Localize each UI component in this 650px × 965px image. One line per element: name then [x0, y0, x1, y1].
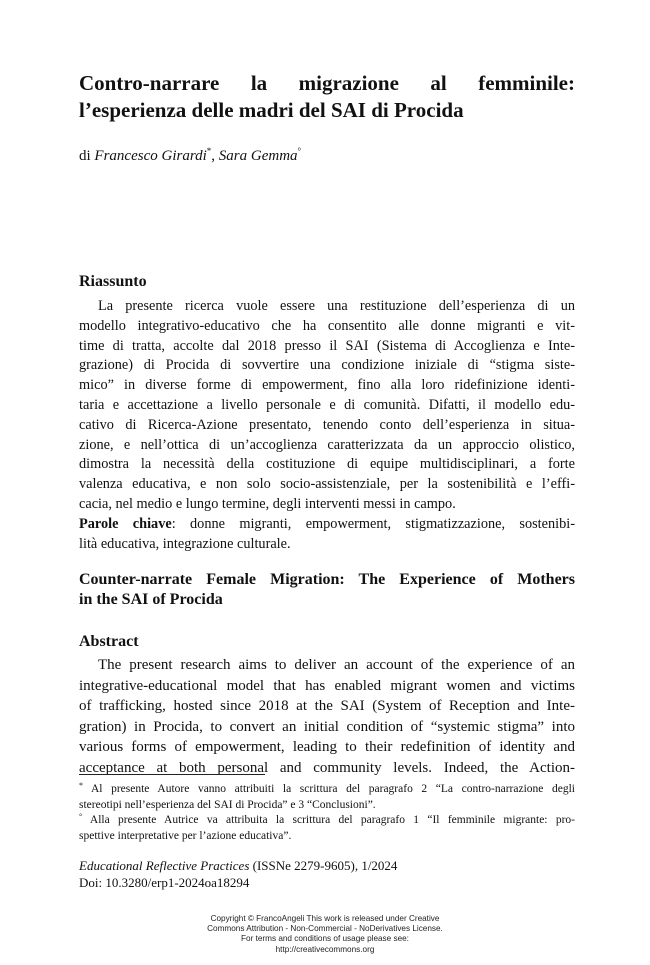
author-prefix: di — [79, 148, 91, 164]
riassunto-line: cativo di Ricerca-Azione presentato, tenendo conto dell’esperienza in situa- — [79, 416, 575, 433]
riassunto-line: cacia, nel medio e lungo termine, degli interventi messi in campo. — [79, 495, 456, 512]
journal-citation — [79, 857, 397, 874]
author-2-name: Sara Gemma — [218, 148, 298, 164]
riassunto-heading: Riassunto — [79, 273, 147, 290]
footnote-2-text: Alla presente Autrice va attribuita la scrittura del paragrafo 1 “Il femminile migrante: pro- — [82, 814, 575, 826]
footnote-2-line-2: spettive interpretative per l’azione educativa”. — [79, 829, 292, 842]
abstract-heading: Abstract — [79, 633, 139, 650]
abstract-line: The present research aims to deliver an account of the experience of an — [98, 657, 575, 673]
riassunto-line: La presente ricerca vuole essere una restituzione dell’esperienza di un — [98, 298, 575, 314]
riassunto-line: modello integrativo-educativo che ha consentito alle donne migranti e vit- — [79, 317, 575, 334]
abstract-line: of trafficking, hosted since 2018 at the SAI (System of Reception and Inte- — [79, 698, 575, 715]
journal-name: Educational Reflective Practices — [79, 858, 250, 873]
copyright-line: For terms and conditions of usage please see: — [241, 934, 409, 944]
riassunto-line: mico” in diverse forme di empowerment, fino alla loro ridefinizione identi- — [79, 377, 575, 394]
keywords-line-2: lità educativa, integrazione culturale. — [79, 535, 291, 552]
abstract-body — [79, 655, 575, 779]
author-1-footnote-mark: * — [206, 146, 212, 156]
copyright-notice — [0, 914, 650, 955]
english-title-line-2: in the SAI of Procida — [79, 591, 223, 608]
author-1-name: Francesco Girardi — [94, 148, 207, 164]
abstract-line: gration) in Procida, to convert an initial condition of “systemic stigma” into — [79, 718, 575, 735]
article-title — [79, 70, 575, 124]
copyright-line: Commons Attribution - Non-Commercial - NoDerivatives License. — [207, 924, 443, 934]
riassunto-line: dimostra la necessità della costituzione di equipe multidisciplinari, a forte — [79, 456, 575, 473]
abstract-line: integrative-educational model that has enabled migrant women and victims — [79, 677, 575, 694]
english-title-line-1: Counter-narrate Female Migration: The Experience of Mothers — [79, 571, 575, 588]
footnote-2-mark: ° — [79, 813, 83, 821]
author-separator: , — [211, 148, 216, 164]
copyright-line: Copyright © FrancoAngeli This work is released under Creative — [210, 914, 440, 923]
footnote-1-line-2: stereotipi nell’esperienza del SAI di Procida” e 3 “Conclusioni”. — [79, 798, 376, 811]
article-title-line-2: l’esperienza delle madri del SAI di Procida — [79, 98, 464, 122]
riassunto-line: grazione) di Procida di sovvertire una condizione iniziale di “stigma siste- — [79, 357, 575, 374]
english-title — [79, 570, 575, 610]
keywords-line-1 — [79, 515, 575, 535]
riassunto-body — [79, 297, 575, 554]
footnote-2-line-1 — [79, 813, 575, 829]
footnote-1-text: Al presente Autore vanno attribuiti la scrittura del paragrafo 2 “La contro-narrazione degli — [83, 783, 575, 795]
article-title-line-1: Contro-narrare la migrazione al femminile: — [79, 71, 575, 95]
keywords-text-1: : donne migranti, empowerment, stigmatizzazione, sostenibi- — [171, 515, 575, 532]
riassunto-line: valenza educativa, e non solo socio-assistenziale, per la sostenibilità e l’effi- — [79, 476, 575, 493]
riassunto-line: time di tratta, accolte dal 2018 presso il SAI (Sistema di Accoglienza e Inte- — [79, 337, 575, 354]
riassunto-line: zione, e nell’ottica di un’accoglienza caratterizzata da un approccio olistico, — [79, 436, 575, 453]
footnote-1-mark: * — [79, 782, 83, 790]
abstract-line: various forms of empowerment, leading to their redefinition of identity and — [79, 739, 575, 756]
author-2-footnote-mark: ° — [297, 146, 302, 156]
journal-issn: (ISSNe 2279-9605), 1/2024 — [249, 858, 398, 873]
journal-doi: Doi: 10.3280/erp1-2024oa18294 — [79, 875, 250, 890]
footnote-divider — [79, 774, 265, 775]
keywords-label: Parole chiave — [79, 515, 172, 532]
author-line — [79, 146, 301, 166]
footnotes — [79, 782, 575, 844]
journal-info — [79, 857, 397, 891]
abstract-line: acceptance at both personal and community levels. Indeed, the Action- — [79, 759, 575, 776]
copyright-link[interactable]: http://creativecommons.org — [275, 944, 375, 954]
footnote-1-line-1 — [79, 782, 575, 798]
riassunto-line: taria e accettazione a livello personale e di comunità. Difatti, il modello edu- — [79, 396, 575, 413]
